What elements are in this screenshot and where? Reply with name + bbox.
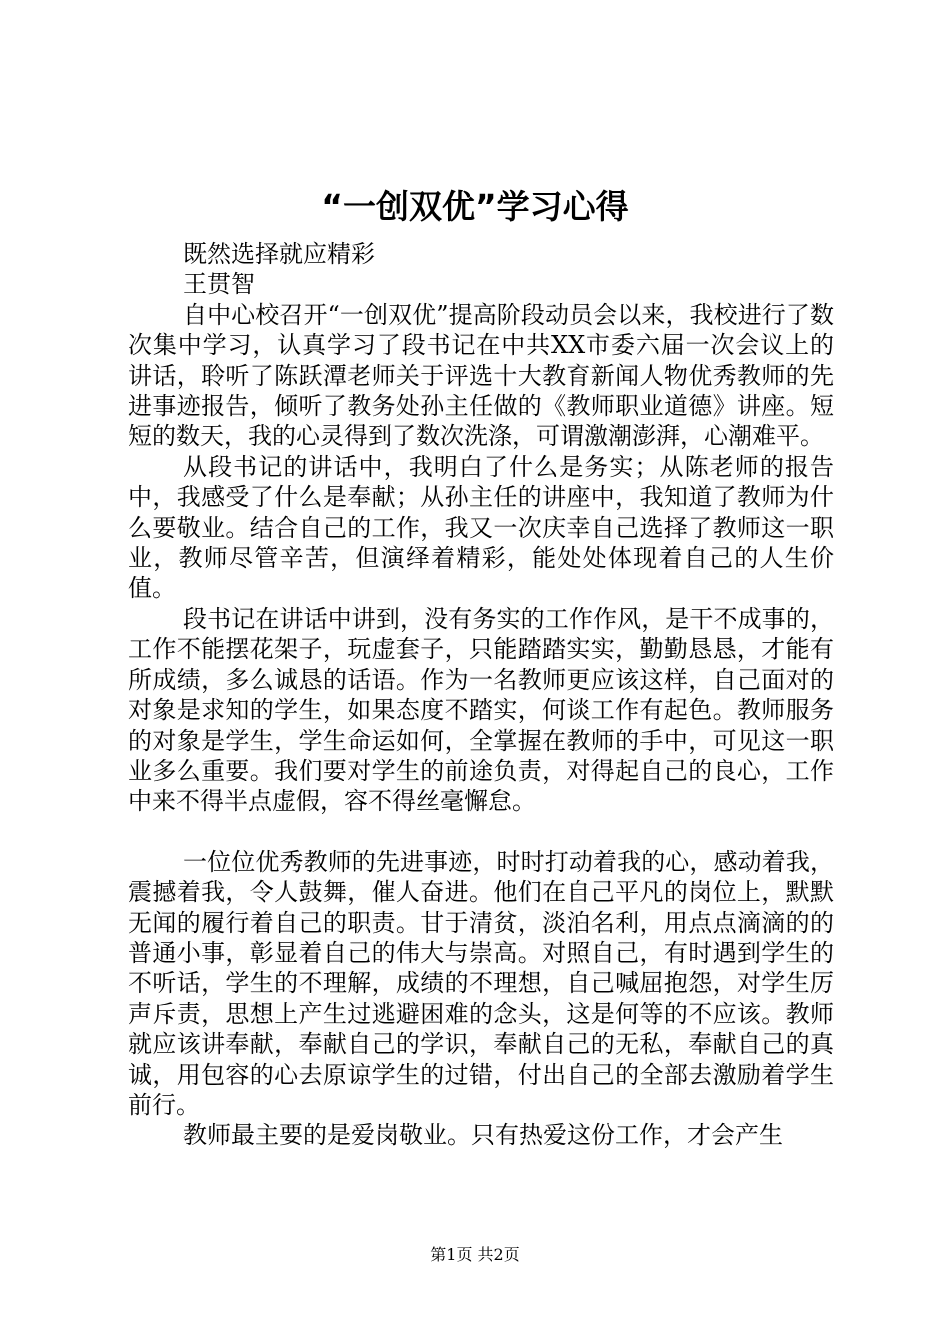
paragraph-4: 一位位优秀教师的先进事迹，时时打动着我的心，感动着我，震撼着我，令人鼓舞，催人奋进。他们在自己平凡的岗位上，默默无闻的履行着自己的职责。甘于清贫，淡泊名利，用点点滴滴的的普通小事，彰显着自己的伟大与崇高。对照自己，有时遇到学生的不听话，学生的不理解，成绩的不理想，自己喊屈抱怨，对学生厉声斥责，思想上产生过逃避困难的念头，这是何等的不应该。教师就应该讲奉献，奉献自己的学识，奉献自己的无私，奉献自己的真诚，用包容的心去原谅学生的过错，付出自己的全部去激励着学生前行。 — [128, 847, 834, 1119]
document-body — [128, 239, 834, 1151]
page-footer: 第1页 共2页 — [430, 1245, 520, 1264]
author-line: 王贯智 — [183, 270, 255, 299]
paragraph-spacer — [128, 817, 834, 847]
subtitle-line: 既然选择就应精彩 — [183, 240, 375, 268]
document-title: “一创双优”学习心得 — [321, 187, 629, 226]
paragraph-1: 自中心校召开“一创双优”提高阶段动员会以来，我校进行了数次集中学习，认真学习了段书记在中共XX市委六届一次会议上的讲话，聆听了陈跃潭老师关于评选十大教育新闻人物优秀教师的先进事迹报告，倾听了教务处孙主任做的《教师职业道德》讲座。短短的数天，我的心灵得到了数次洗涤，可谓激潮澎湃，心潮难平。 — [128, 300, 834, 451]
paragraph-3: 段书记在讲话中讲到，没有务实的工作作风，是干不成事的，工作不能摆花架子，玩虚套子，只能踏踏实实，勤勤恳恳，才能有所成绩，多么诚恳的话语。作为一名教师更应该这样，自己面对的对象是求知的学生，如果态度不踏实，何谈工作有起色。教师服务的对象是学生，学生命运如何，全掌握在教师的手中，可见这一职业多么重要。我们要对学生的前途负责，对得起自己的良心，工作中来不得半点虚假，容不得丝毫懈怠。 — [128, 604, 834, 816]
paragraph-5: 教师最主要的是爱岗敬业。只有热爱这份工作，才会产生 — [183, 1121, 783, 1150]
paragraph-2: 从段书记的讲话中，我明白了什么是务实；从陈老师的报告中，我感受了什么是奉献；从孙主任的讲座中，我知道了教师为什么要敬业。结合自己的工作，我又一次庆幸自己选择了教师这一职业，教师尽管辛苦，但演绎着精彩，能处处体现着自己的人生价值。 — [128, 452, 834, 603]
